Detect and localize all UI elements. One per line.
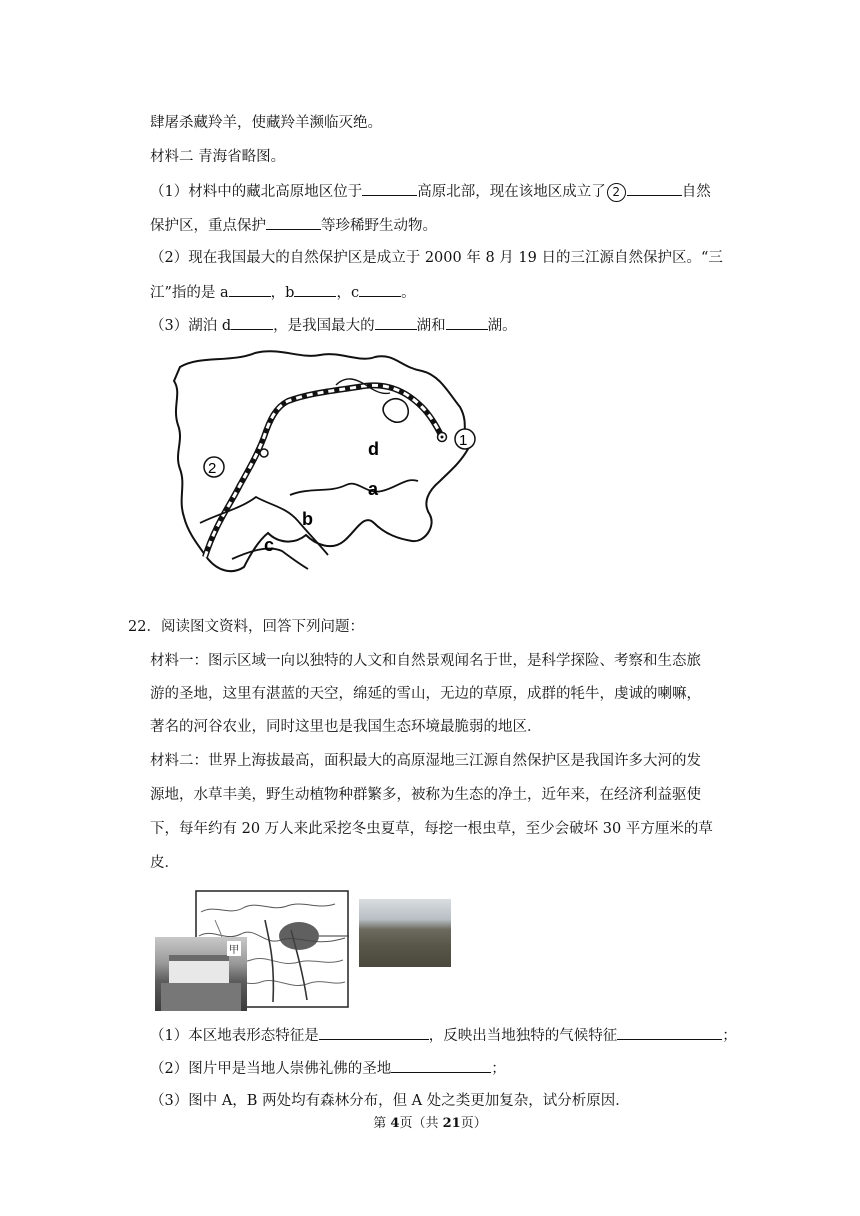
- answer-blank[interactable]: [375, 315, 417, 330]
- q21-item2-line2: [150, 282, 416, 303]
- q21-item1-line2: [150, 215, 437, 236]
- q22-1-text1: （1）本区地表形态特征是: [150, 1028, 319, 1044]
- answer-blank[interactable]: [617, 1025, 722, 1040]
- q21-1-text4: 保护区，重点保护: [150, 218, 266, 234]
- figure-composite: [155, 890, 455, 1012]
- photo-label-jia: 甲: [227, 941, 241, 956]
- q22-2-text1: （2）图片甲是当地人崇佛礼佛的圣地: [150, 1061, 392, 1077]
- q21-item1-line1: [150, 181, 711, 202]
- page-number: 4: [390, 1116, 400, 1131]
- q21-item3-line: [150, 315, 517, 336]
- q22-sub2: [150, 1058, 506, 1079]
- marker-1: 1: [459, 432, 468, 449]
- q21-1-text2: 高原北部，现在该地区成立了: [417, 184, 606, 200]
- photo-grassland: [359, 899, 451, 967]
- q21-2-text3: ，b: [270, 285, 295, 301]
- q21-1-text: （1）材料中的藏北高原地区位于: [150, 184, 363, 200]
- q21-3-text4: 湖。: [487, 318, 517, 334]
- label-a: a: [368, 479, 379, 499]
- q21-1-text5: 等珍稀野生动物。: [321, 218, 437, 234]
- q21-2-text5: 。: [401, 285, 416, 301]
- sanjiangyuan-area: [279, 922, 319, 950]
- footer-text: 页）: [460, 1116, 487, 1131]
- answer-blank[interactable]: [294, 282, 336, 297]
- q22-m2-line3: 下，每年约有 20 万人来此采挖冬虫夏草，每挖一根虫草，至少会破坏 30 平方厘米的草: [150, 821, 713, 837]
- q21-3-text3: 湖和: [416, 318, 446, 334]
- answer-blank[interactable]: [231, 315, 273, 330]
- answer-blank[interactable]: [446, 315, 488, 330]
- railway-line: [205, 385, 442, 557]
- answer-blank[interactable]: [362, 181, 417, 196]
- text-line-2: 材料二 青海省略图。: [150, 149, 286, 165]
- page-footer: [0, 1112, 860, 1131]
- label-d: d: [368, 439, 379, 459]
- q22-2-text2: ；: [491, 1061, 506, 1077]
- q22-heading: 22．阅读图文资料，回答下列问题：: [128, 619, 364, 635]
- answer-blank[interactable]: [627, 181, 682, 196]
- qinghai-map: [160, 345, 490, 575]
- station-dot: [260, 449, 268, 457]
- q22-sub3: （3）图中 A，B 两处均有森林分布，但 A 处之类更加复杂，试分析原因．: [150, 1093, 630, 1109]
- river-a: [290, 480, 418, 495]
- marker-2: 2: [208, 460, 217, 477]
- answer-blank[interactable]: [229, 282, 271, 297]
- q22-m1-line1: 材料一：图示区域一向以独特的人文和自然景观闻名于世，是科学探险、考察和生态旅: [150, 653, 701, 669]
- q21-3-text1: （3）湖泊 d: [150, 318, 232, 334]
- q22-1-text2: ，反映出当地独特的气候特征: [428, 1028, 618, 1044]
- page-total: 21: [442, 1116, 461, 1131]
- label-c: c: [264, 535, 275, 555]
- q21-2-text2: 江”指的是 a: [150, 285, 229, 301]
- q22-m2-line4: 皮．: [150, 855, 179, 871]
- q22-m2-line1: 材料二：世界上海拔最高，面积最大的高原湿地三江源自然保护区是我国许多大河的发: [150, 753, 701, 769]
- q22-m2-line2: 源地，水草丰美，野生动植物种群繁多，被称为生态的净土，近年来，在经济利益驱使: [150, 787, 701, 803]
- answer-blank[interactable]: [391, 1058, 491, 1073]
- photo-potala: [155, 937, 247, 1011]
- q22-sub1: [150, 1025, 737, 1046]
- footer-text: 第: [373, 1116, 391, 1131]
- q21-item2-line1: （2）现在我国最大的自然保护区是成立于 2000 年 8 月 19 日的三江源自然保护区。“三: [150, 250, 723, 266]
- q21-1-text3: 自然: [681, 184, 711, 200]
- answer-blank[interactable]: [319, 1025, 429, 1040]
- answer-blank[interactable]: [266, 215, 321, 230]
- text-line-1: 肆屠杀藏羚羊，使藏羚羊濒临灭绝。: [150, 115, 382, 131]
- lake-d: [383, 399, 408, 423]
- railway-line-dash: [205, 385, 442, 557]
- label-b: b: [302, 509, 313, 529]
- q21-3-text2: ，是我国最大的: [273, 318, 375, 334]
- q21-2-text4: ，c: [336, 285, 360, 301]
- footer-text: 页（共: [399, 1116, 443, 1131]
- circled-number: 2: [607, 183, 626, 202]
- q22-m1-line2: 游的圣地，这里有湛蓝的天空，绵延的雪山，无边的草原，成群的牦牛，虔诚的喇嘛，: [150, 686, 701, 702]
- answer-blank[interactable]: [359, 282, 401, 297]
- q22-1-text3: ；: [722, 1028, 737, 1044]
- q22-m1-line3: 著名的河谷农业，同时这里也是我国生态环境最脆弱的地区．: [150, 719, 542, 735]
